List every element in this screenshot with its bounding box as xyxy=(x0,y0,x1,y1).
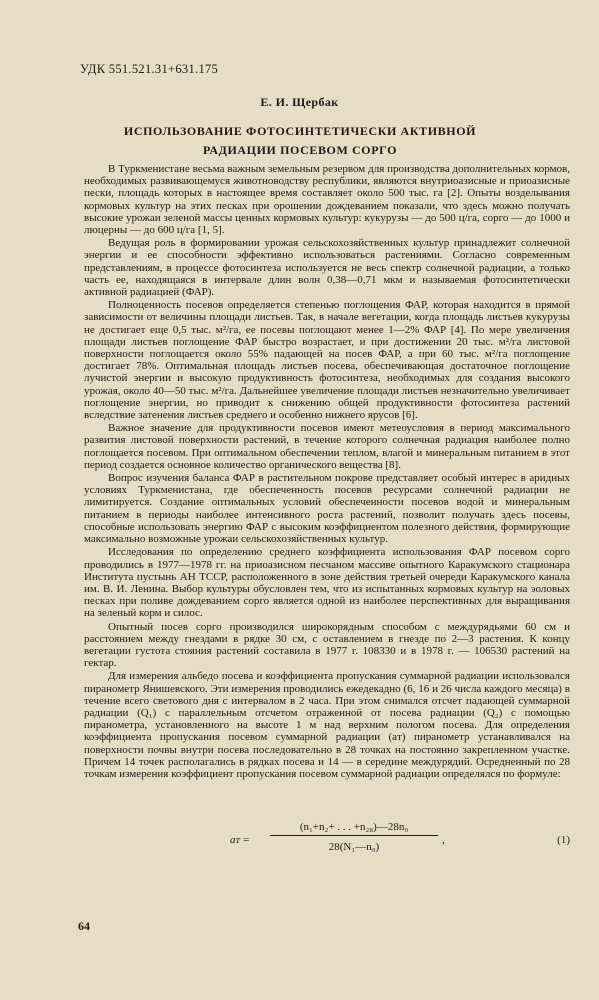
paragraph: Вопрос изучения баланса ФАР в растительном покрове представляет особый интерес в аридных условиях Туркменистана, где обеспеченность посевов ресурсами солнечной радиации не лимитируется. Создание оптимальных условий обеспеченности посевов водой и минеральным питанием в периоды наиболее интенсивного роста растений, позволит получать здесь посевы, способные использовать энергию ФАР с высоким коэффициентом полезного действия, формирующие максимально возможные урожаи сельскохозяйственных культур. xyxy=(84,472,570,546)
equation-number: (1) xyxy=(557,834,570,846)
article-body xyxy=(84,163,570,781)
author-name: Е. И. Щербак xyxy=(260,95,339,109)
page-number: 64 xyxy=(78,919,90,933)
formula-fraction xyxy=(270,821,438,853)
formula-1 xyxy=(230,821,570,865)
udk-code: УДК 551.521.31+631.175 xyxy=(80,62,219,76)
paragraph: Исследования по определению среднего коэффициента использования ФАР посевом сорго проводились в 1977—1978 гг. на приоазисном песчаном массиве опытного Каракумского стационара Института пустынь АН ТССР, расположенного в зоне действия третьей очереди Каракумского канала им. В. И. Ленина. Выбор культуры обусловлен тем, что из испытанных кормовых культур на эоловых песках при поливе дождеванием сорго является одной из наиболее перспективных для выращивания на зеленый корм и силос. xyxy=(84,546,570,620)
paragraph: Опытный посев сорго производился широкорядным способом с междурядьями 60 см и расстоянием между гнездами в рядке 30 см, с оставлением в гнезде по 2—3 растения. К концу вегетации густота стояния растений составила в 1977 г. 108330 и в 1978 г. — 106530 растений на гектар. xyxy=(84,620,570,670)
formula-comma: , xyxy=(442,834,445,846)
paragraph: В Туркменистане весьма важным земельным резервом для производства дополнительных кормов, необходимых развивающемуся животноводству республики, являются внутриоазисные и приоазисные пески, площадь которых в настоящее время составляет около 500 тыс. га [2]. Опыты возделывания кормовых культур на этих песках при орошении дождеванием показали, что здесь можно получать высокие урожаи зеленой массы ценных кормовых культур: кукурузы — до 500 ц/га, сорго — до 1000 и люцерны — до 600 ц/га [1, 5]. xyxy=(84,163,570,237)
paragraph: Для измерения альбедо посева и коэффициента пропускания суммарной радиации использовался пиранометр Янишевского. Эти измерения проводились ежедекадно (6, 16 и 26 числа каждого месяца) в течение всего светового дня с интервалом в 2 часа. При этом снимался отсчет падающей суммарной радиации (Q₁) с параллельным отсчетом отраженной от посева радиации (Q₂) с помощью пиранометра, установленного на высоте 1 м над верхним пологом посева. Для определения коэффициента пропускания посевом суммарной радиации (aᴛ) пиранометр устанавливался на поверхности почвы внутри посева последовательно в 28 точках на постоянно закрепленном участке. Причем 14 точек располагались в рядках посева и 14 — в середине междурядий. Осредненный по 28 точкам измерения коэффициент пропускания посевом суммарной радиации определялся по формуле: xyxy=(84,670,570,780)
article-title: ИСПОЛЬЗОВАНИЕ ФОТОСИНТЕТИЧЕСКИ АКТИВНОЙ РАДИАЦИИ ПОСЕВОМ СОРГО xyxy=(123,124,477,157)
formula-numerator: (n₁+n₂+ . . . +n₂₈)—28n₀ xyxy=(270,821,438,836)
paragraph: Ведущая роль в формировании урожая сельскохозяйственных культур принадлежит солнечной энергии и ее способности эффективно использоваться растениями. Согласно современным представлениям, в процессе фотосинтеза используется не весь спектр солнечной радиации, а только часть ее, находящаяся в интервале длин волн 0,38—0,71 мкм и называемая фотосинтетически активной радиацией (ФАР). xyxy=(84,237,570,299)
formula-denominator: 28(N₁—n₀) xyxy=(328,841,380,853)
paragraph: Полноценность посевов определяется степенью поглощения ФАР, которая находится в прямой зависимости от величины площади листьев. Так, в начале вегетации, когда площадь листьев кукурузы не достигает еще 0,5 тыс. м²/га, ее посевы поглощают менее 1—2% ФАР [4]. По мере увеличения площади листьев поглощение ФАР быстро возрастает, и при достижении 20 тыс. м²/га листовой поверхности поглощается около 55% падающей на посев ФАР, а при 60 тыс. м²/га поглощение достигает 78%. Оптимальная площадь листьев посева, обеспечивающая достаточное поглощение лучистой энергии и высокую продуктивность фотосинтеза, необходимых для создания высокого урожая, около 40—50 тыс. м²/га. Дальнейшее увеличение площади листьев незначительно увеличивает поглощение энергии, но приводит к снижению общей продуктивности фотосинтеза растений вследствие затенения листьев среднего и особенно нижнего ярусов [6]. xyxy=(84,299,570,422)
paragraph: Важное значение для продуктивности посевов имеют метеоусловия в период максимального развития листовой поверхности растений, в течение которого солнечная радиация наиболее полно поглощается посевом. При оптимальном обеспечении теплом, влагой и минеральным питанием в этот период создается основное количество органического вещества [8]. xyxy=(84,422,570,471)
formula-lhs: aᴛ = xyxy=(230,834,250,846)
